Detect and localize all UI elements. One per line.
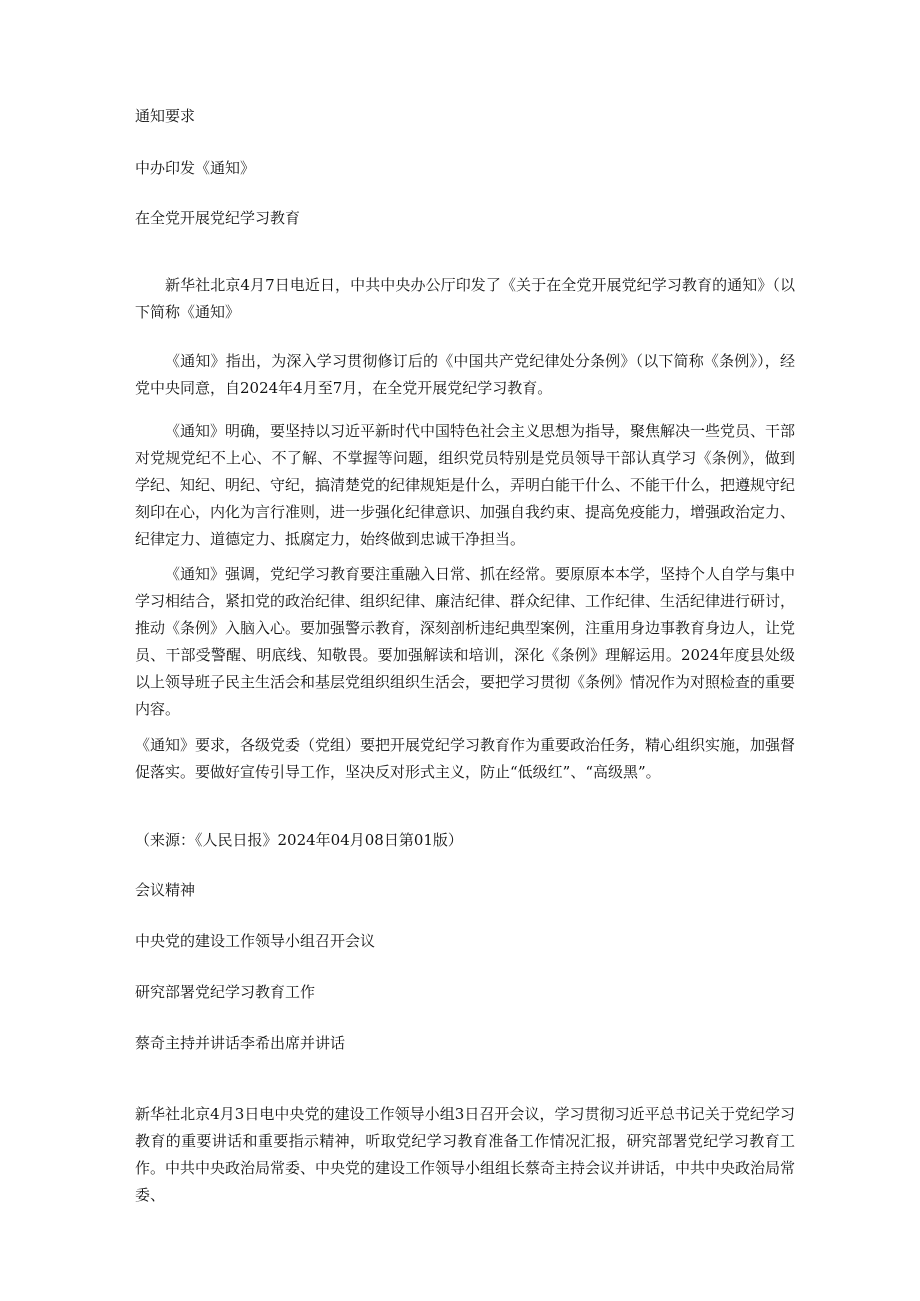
heading-leading-group-meeting: 中央党的建设工作领导小组召开会议 — [135, 932, 376, 950]
heading-party-discipline-education: 在全党开展党纪学习教育 — [135, 209, 301, 227]
source-citation: （来源：《人民日报》2024年04月08日第01版） — [135, 831, 463, 849]
paragraph-notice-emphasizes: 《通知》强调，党纪学习教育要注重融入日常、抓在经常。要原原本本学，坚持个人自学与集中学习相结合，紧扣党的政治纪律、组织纪律、廉洁纪律、群众纪律、工作纪律、生活纪律进行研讨，推动《条例》入脑入心。要加强警示教育，深刻剖析违纪典型案例，注重用身边事教育身边人，让党员、干部受警醒、明底线、知敬畏。要加强解读和培训，深化《条例》理解运用。2024年度县处级以上领导班子民主生活会和基层党组织组织生活会，要把学习贯彻《条例》情况作为对照检查的重要内容。 — [135, 565, 796, 718]
paragraph-intro: 新华社北京4月7日电近日，中共中央办公厅印发了《关于在全党开展党纪学习教育的通知》（以下简称《通知》 — [135, 276, 795, 321]
paragraph-notice-requires: 《通知》要求，各级党委（党组）要把开展党纪学习教育作为重要政治任务，精心组织实施，加强督促落实。要做好宣传引导工作，坚决反对形式主义，防止“低级红”、“高级黑”。 — [135, 736, 796, 781]
heading-study-deployment: 研究部署党纪学习教育工作 — [135, 983, 316, 1001]
heading-presiding-speakers: 蔡奇主持并讲话李希出席并讲话 — [135, 1034, 346, 1052]
heading-notice-requirements: 通知要求 — [135, 107, 196, 125]
heading-general-office-notice: 中办印发《通知》 — [135, 159, 256, 177]
paragraph-notice-clarifies: 《通知》明确，要坚持以习近平新时代中国特色社会主义思想为指导，聚焦解决一些党员、干部对党规党纪不上心、不了解、不掌握等问题，组织党员特别是党员领导干部认真学习《条例》，做到学纪、知纪、明纪、守纪，搞清楚党的纪律规矩是什么，弄明白能干什么、不能干什么，把遵规守纪刻印在心，内化为言行准则，进一步强化纪律意识、加强自我约束、提高免疫能力，增强政治定力、纪律定力、道德定力、抵腐定力，始终做到忠诚干净担当。 — [135, 422, 796, 548]
paragraph-notice-points-out: 《通知》指出，为深入学习贯彻修订后的《中国共产党纪律处分条例》（以下简称《条例》），经党中央同意，自2024年4月至7月，在全党开展党纪学习教育。 — [135, 352, 795, 397]
heading-meeting-spirit: 会议精神 — [135, 881, 196, 899]
paragraph-meeting-report: 新华社北京4月3日电中央党的建设工作领导小组3日召开会议，学习贯彻习近平总书记关于党纪学习教育的重要讲话和重要指示精神，听取党纪学习教育准备工作情况汇报，研究部署党纪学习教育工作。中共中央政治局常委、中央党的建设工作领导小组组长蔡奇主持会议并讲话，中共中央政治局常委、 — [135, 1105, 796, 1204]
